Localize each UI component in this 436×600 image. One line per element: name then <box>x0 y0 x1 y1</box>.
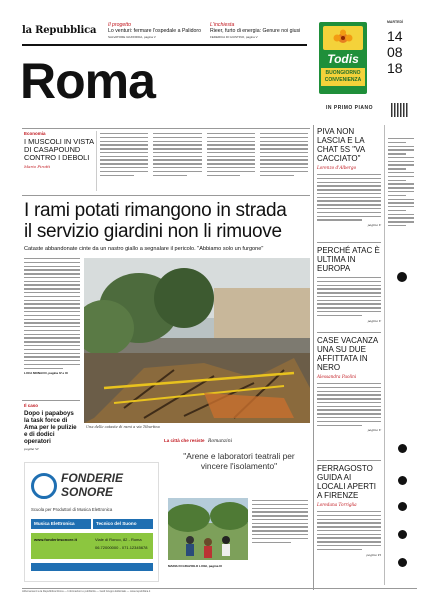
date-box <box>387 20 415 90</box>
sidebar-item-meteo[interactable] <box>392 502 412 511</box>
sidebar-item-servizi[interactable] <box>392 444 412 453</box>
ama-headline: Dopo i papaboys la task force di Ama per le pulizie e di dodici operatori <box>24 410 77 445</box>
ama-box[interactable] <box>24 403 80 451</box>
lead-standfirst: Cataste abbandonate cinte da un nastro giallo a segnalare il pericolo. "Abbiamo solo un furgone" <box>24 246 264 252</box>
todis-slogan-1: BUONGIORNO <box>325 70 361 76</box>
story-casevacanza-author: Alessandra Paolini <box>317 374 357 379</box>
story-ferragosto-author: Loredana Torriglia <box>317 502 357 507</box>
lead-body <box>24 258 80 375</box>
date-label: MARTEDÌ <box>387 20 403 24</box>
promo-2-text: Rieer, furto di energia: Genure noi giusi <box>210 28 301 34</box>
fonderie-web: www.fonderiesonore.it <box>34 537 77 542</box>
fonderie-ad[interactable] <box>24 462 159 582</box>
sidebar-item-cinema[interactable] <box>392 530 412 539</box>
todis-brand: Todis <box>327 52 359 66</box>
qr-code-icon <box>391 103 409 117</box>
sidebar-item-domani[interactable] <box>392 476 412 485</box>
story-casevacanza[interactable] <box>317 336 381 432</box>
ama-kicker: Il caso <box>24 403 39 408</box>
promo-2[interactable] <box>210 22 310 39</box>
sidebar-icon-1 <box>397 272 407 282</box>
culture-text <box>252 500 308 545</box>
promo-2-sub: FEDERICA DI GIUSTINO, pagina V <box>210 35 258 39</box>
culture-byline: MARIA DI GRAZIOLO LUIGI, pagina IX <box>168 564 223 568</box>
fonderie-name-2: SONORE <box>61 485 114 499</box>
flower-icon <box>331 29 355 47</box>
culture-photo <box>168 498 248 560</box>
story-ferragosto-page: pagina VI <box>366 552 381 557</box>
story-ferragosto-headline: FERRAGOSTO GUIDA AI LOCALI APERTI A FIRENZE <box>317 464 376 500</box>
story-atac[interactable] <box>317 246 381 323</box>
city-title: Roma <box>20 53 155 109</box>
lead-headline-1[interactable]: I rami potati rimangono in strada <box>24 200 287 221</box>
culture-box[interactable] <box>164 438 310 586</box>
sidebar-item-lettere[interactable] <box>392 272 412 282</box>
story-atac-page: pagina V <box>367 318 381 323</box>
todis-ad[interactable] <box>317 20 369 95</box>
promo-2-kicker: L'inchiesta <box>210 22 235 28</box>
paper-logo: la Repubblica <box>22 25 97 36</box>
story-piva-page: pagina V <box>367 223 381 228</box>
footer-text: Abbonamenti a la Repubblica Roma — Informazioni e pubblicità — Gedi Gruppo Editoriale — www.repubblica.it <box>22 590 151 593</box>
story-piva-author: Lorenzo d'Albergo <box>317 165 357 170</box>
fonderie-bottom-band <box>31 563 153 571</box>
sidebar-item-rubriche[interactable] <box>392 558 412 567</box>
fonderie-phone: 06.72000000 - 071.12345678 <box>95 545 148 550</box>
promo-1-sub: SALVATORE GIUFFRIDA, pagina V <box>108 35 156 39</box>
story-piva[interactable] <box>317 127 381 227</box>
film-icon <box>398 530 407 539</box>
fonderie-label-2: Tecnico del Suono <box>93 519 153 529</box>
top-text-columns <box>100 133 308 191</box>
date-month: 08 <box>387 44 403 60</box>
story-atac-headline: PERCHÉ ATAC È ULTIMA IN EUROPA <box>317 246 380 273</box>
list-icon <box>398 558 407 567</box>
promo-1-text: Lo venturi: fermare l'ospedale a Palidoro <box>108 28 201 34</box>
sun-icon <box>398 502 407 511</box>
economia-author: Mario Pirotti <box>24 164 51 169</box>
lead-photo[interactable] <box>84 258 310 423</box>
story-casevacanza-page: pagina V <box>367 428 381 433</box>
economia-kicker: Economia <box>24 131 46 136</box>
headphone-icon <box>31 473 57 499</box>
lead-photo-image <box>84 258 310 423</box>
fonderie-addr: Viale di Ronco, 82 - Roma <box>95 537 142 542</box>
promo-1[interactable] <box>108 22 206 39</box>
date-year: 18 <box>387 60 403 76</box>
lead-headline-2[interactable]: il servizio giardini non li rimuove <box>24 221 282 242</box>
story-piva-headline: PIVA NON LASCIA E LA CHAT 5S "VA CACCIATO" <box>317 127 365 163</box>
todis-slogan-2: CONVENIENZA <box>324 77 362 83</box>
story-casevacanza-headline: CASE VACANZA UNA SU DUE AFFITTATA IN NERO <box>317 336 378 372</box>
phone-icon <box>398 444 407 453</box>
fonderie-sub: Scuola per Produttori di Musica Elettronica <box>31 507 113 512</box>
story-ferragosto[interactable] <box>317 464 381 557</box>
sidebar <box>388 128 418 583</box>
culture-tag: Romanzini <box>207 439 233 444</box>
in-primo-piano-label: IN PRIMO PIANO <box>326 105 374 111</box>
fonderie-label-1: Musica Elettronica <box>31 519 91 529</box>
lead-byline: LUCA MONACO, pagina IV e IX <box>24 371 68 376</box>
culture-quote: "Arene e laboratori teatrali per vincere l'isolamento" <box>183 451 295 471</box>
economia-box[interactable] <box>24 131 94 169</box>
culture-kicker: La città che resiste <box>164 438 205 443</box>
fonderie-name-1: FONDERIE <box>61 471 124 485</box>
promo-1-kicker: Il progetto <box>108 22 132 28</box>
date-day: 14 <box>387 28 403 44</box>
ama-page: pagina VI <box>24 447 39 451</box>
lead-photo-caption: Una delle cataste di rami a via Tiburtina <box>86 425 160 429</box>
culture-kicker-row <box>164 438 310 444</box>
economia-headline: I MUSCOLI IN VISTA DI CASAPOUND CONTRO I DEBOLI <box>24 137 94 162</box>
mail-icon <box>398 476 407 485</box>
